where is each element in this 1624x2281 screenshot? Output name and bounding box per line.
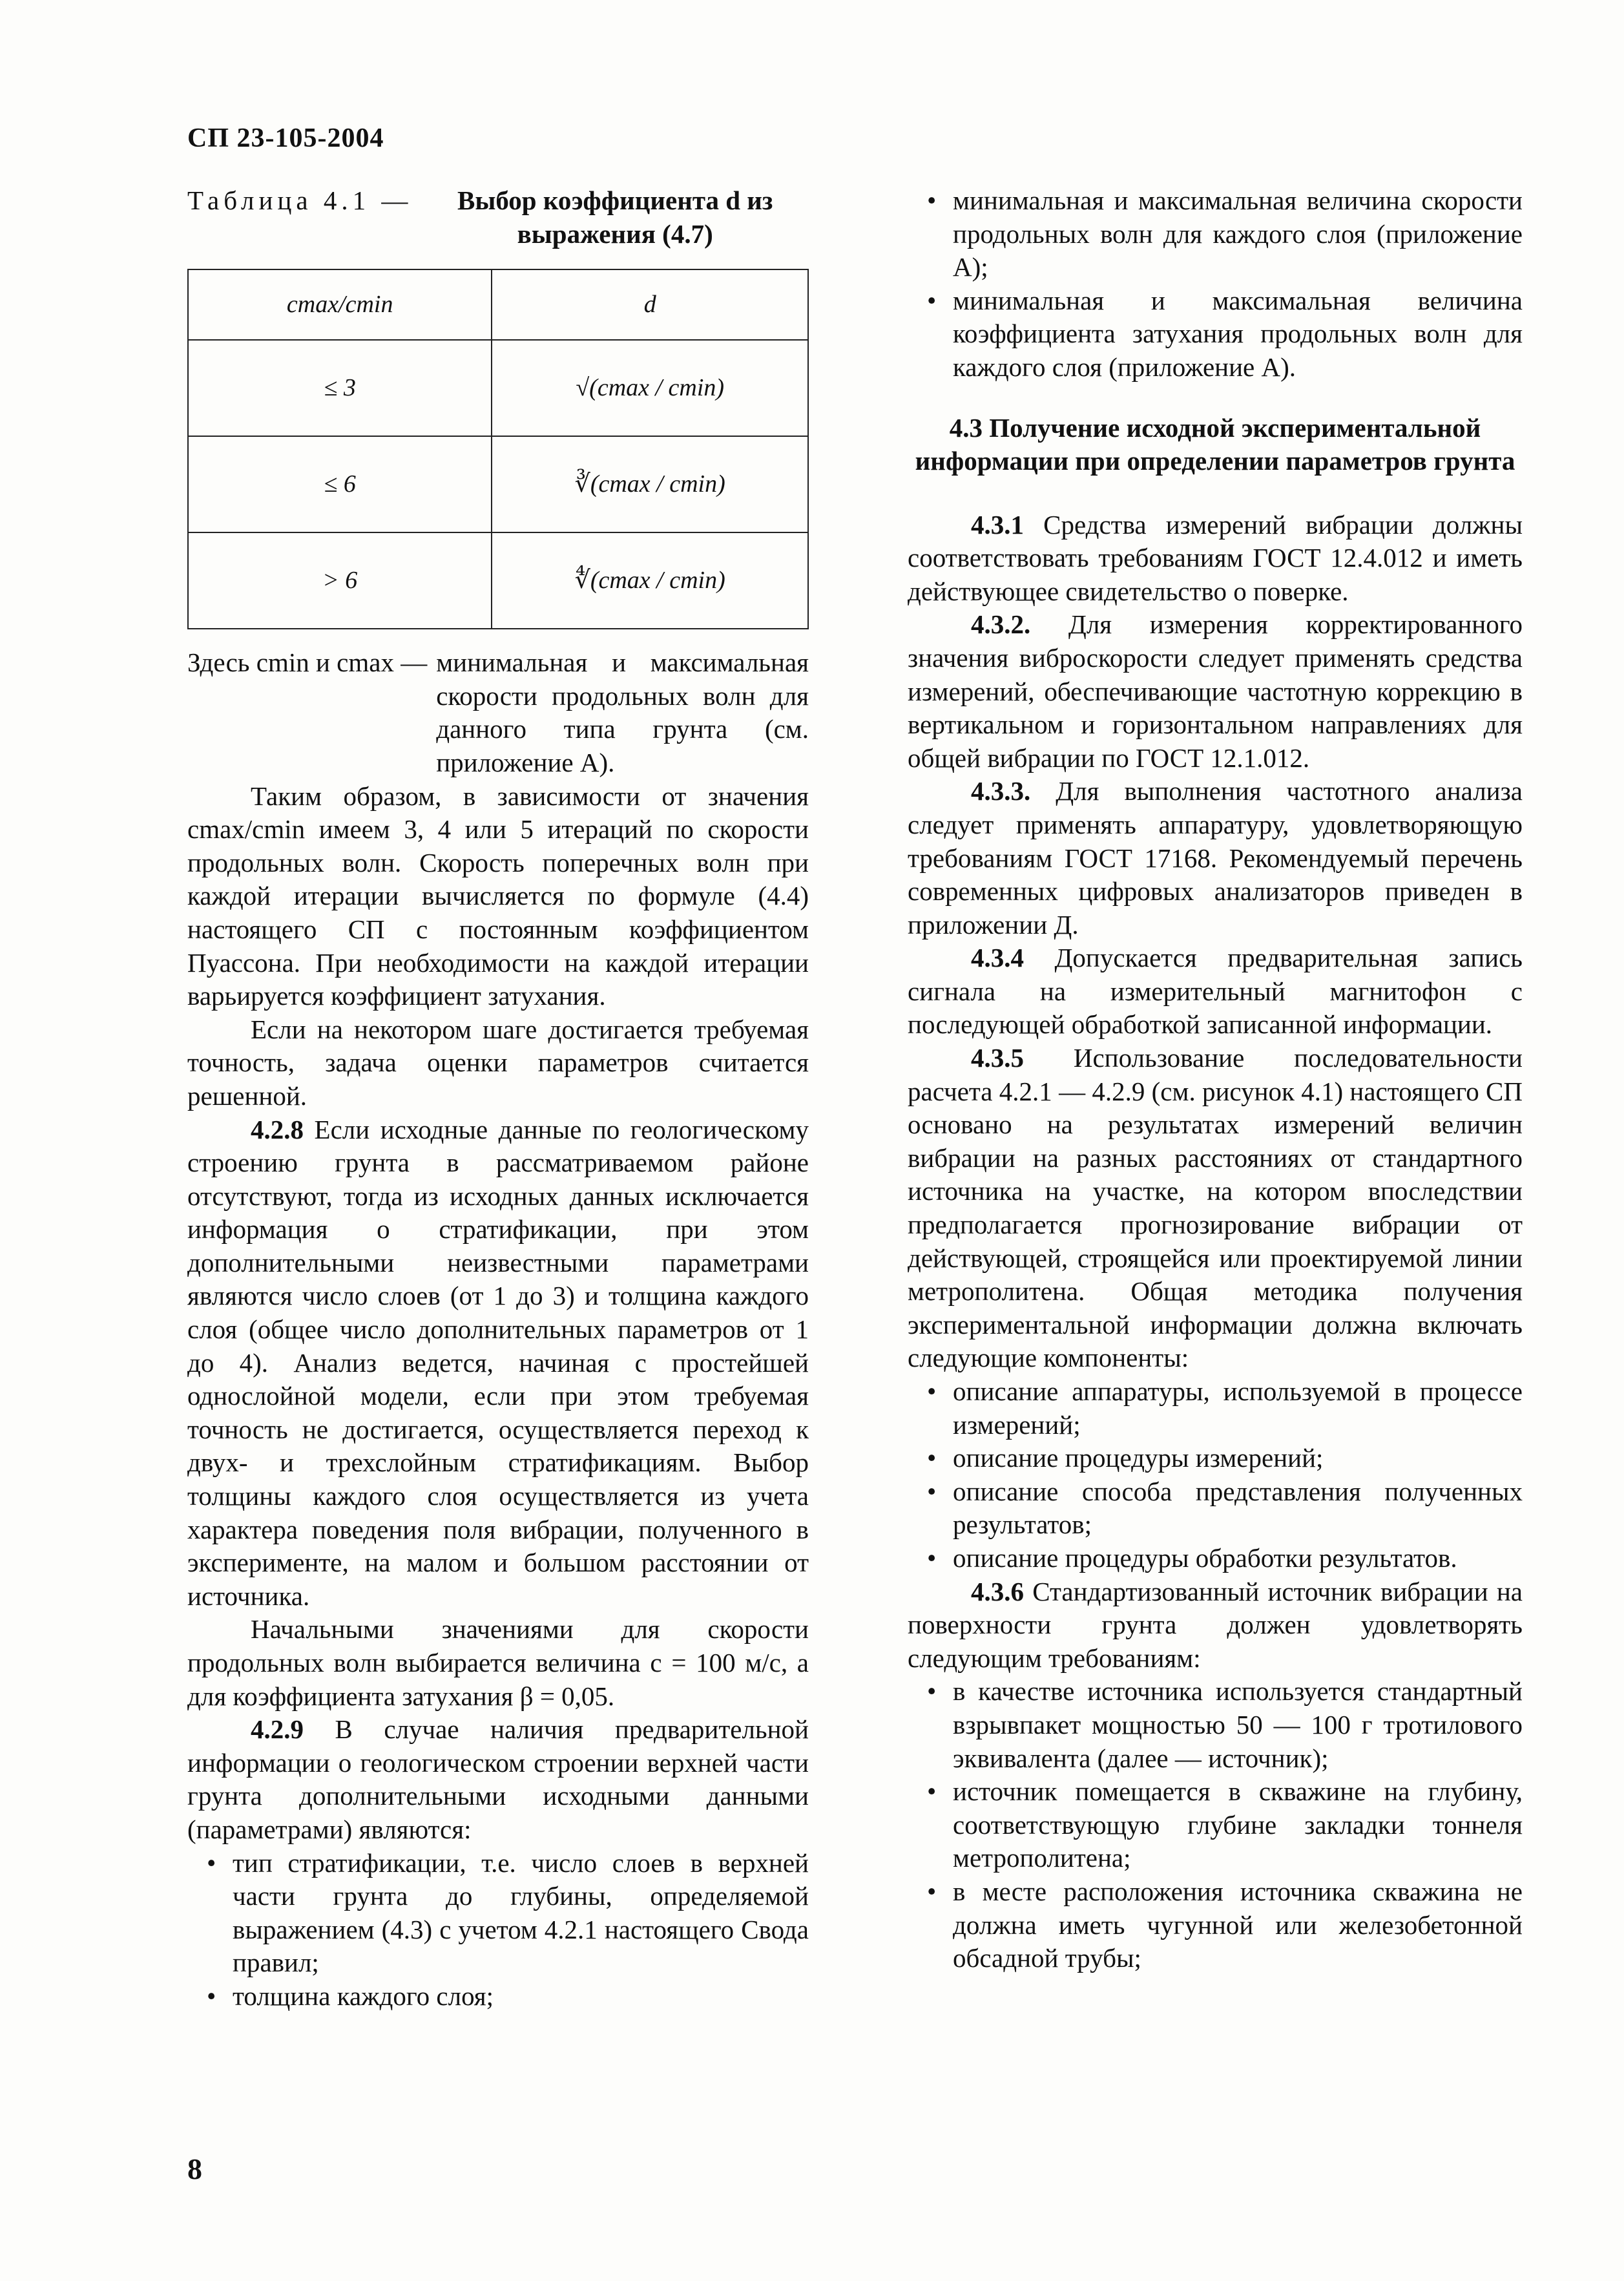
list-item: • описание способа представления полученных результатов; [908,1475,1523,1542]
clause-text: В случае наличия предварительной информации о геологическом строении верхней части грунта дополнительными исходными данными (параметрами) являются: [187,1714,809,1844]
page-number: 8 [187,2152,202,2185]
section-title: 4.3 Получение исходной экспериментальной информации при определении параметров грунта [915,412,1515,476]
clause-text: Допускается предварительная запись сигнала на измерительный магнитофон с последующей обработкой записанной информации. [908,943,1523,1040]
paragraph-4-3-6 [908,1575,1523,1676]
table-header-d: d [492,269,808,340]
paragraph-4-2-9 [187,1713,809,1846]
table-cell-condition: ≤ 3 [188,340,492,436]
table-caption-title: Выбор коэффициента d из выражения (4.7) [457,185,773,249]
table-cell-condition: > 6 [188,532,492,629]
table-row [188,436,808,532]
clause-text: Стандартизованный источник вибрации на поверхности грунта должен удовлетворять следующим требованиям: [908,1576,1523,1673]
right-column [908,184,1523,1975]
list-item: • минимальная и максимальная величина скорости продольных волн для каждого слоя (приложение А); [908,184,1523,284]
paragraph: Начальными значениями для скорости продольных волн выбирается величина c = 100 м/с, а для коэффициента затухания β = 0,05. [187,1614,809,1711]
list-item: • описание аппаратуры, используемой в процессе измерений; [908,1375,1523,1442]
paragraph-4-3-4 [908,941,1523,1042]
clause-text: Для выполнения частотного анализа следует применять аппаратуру, удовлетворяющую требованиям ГОСТ 17168. Рекомендуемый перечень современных цифровых анализаторов приведен в приложении Д. [908,776,1523,940]
list-item: • в месте расположения источника скважина не должна иметь чугунной или железобетонной обсадной трубы; [908,1875,1523,1975]
table-note-label: Здесь cmin и cmax — [187,647,428,678]
list-item: • описание процедуры обработки результатов. [908,1542,1523,1575]
document-header: СП 23-105-2004 [187,123,384,153]
table-row [188,340,808,436]
clause-number: 4.3.4 [971,943,1024,973]
clause-text: Для измерения корректированного значения виброскорости следует применять средства измерений, обеспечивающие частотную коррекцию в вертикальном и горизонтальном направлениях для общей вибрации по ГОСТ 12.1.012. [908,609,1523,773]
list-item: • в качестве источника используется стандартный взрывпакет мощностью 50 — 100 г тротилового эквивалента (далее — источник); [908,1675,1523,1775]
table-note [187,646,809,779]
paragraph: Если на некотором шаге достигается требуемая точность, задача оценки параметров считается решенной. [187,1014,809,1111]
table-cell-condition: ≤ 6 [188,436,492,532]
table-cell-formula: √(cmax / cmin) [492,340,808,436]
table-row [188,532,808,629]
table-caption [187,184,809,251]
left-column [187,184,809,2013]
list-item: • источник помещается в скважине на глубину, соответствующую глубине закладки тоннеля метрополитена; [908,1775,1523,1875]
clause-number: 4.3.6 [971,1576,1024,1606]
table-header-row [188,269,808,340]
paragraph-4-3-2 [908,608,1523,775]
table-cell-formula: ∜(cmax / cmin) [492,532,808,629]
clause-number: 4.3.1 [971,509,1024,540]
clause-text: Если исходные данные по геологическому строению грунта в рассматриваемом районе отсутствуют, тогда из исходных данных исключается информация о стратификации, при этом дополнительными неизвестными параметрами являются число слоев (от 1 до 3) и толщина каждого слоя (общее число дополнительных параметров от 1 до 4). Анализ ведется, начиная с простейшей однослойной модели, если при этом требуемая точность не достигается, осуществляется переход к двух- и трехслойным стратификациям. Выбор толщины каждого слоя осуществляется из учета характера поведения поля вибрации, полученного в эксперименте, на малом и большом расстоянии от источника. [187,1114,809,1611]
list-item: • описание процедуры измерений; [908,1442,1523,1475]
table-cell-formula: ∛(cmax / cmin) [492,436,808,532]
paragraph-4-3-3 [908,775,1523,941]
coefficient-table [187,269,809,629]
clause-text: Использование последовательности расчета 4.2.1 — 4.2.9 (см. рисунок 4.1) настоящего СП основано на результатах измерений величин вибрации на разных расстояниях от стандартного источника на участке, на котором впоследствии предполагается прогнозирование вибрации от действующей, строящейся или проектируемой линии метрополитена. Общая методика получения экспериментальной информации должна включать следующие компоненты: [908,1043,1523,1373]
clause-number: 4.2.8 [251,1114,304,1144]
table-note-text: минимальная и максимальная скорости продольных волн для данного типа грунта (см. приложение А). [436,647,809,777]
paragraph-4-3-5 [908,1042,1523,1375]
clause-number: 4.2.9 [251,1714,304,1745]
clause-text: Средства измерений вибрации должны соответствовать требованиям ГОСТ 12.4.012 и иметь действующее свидетельство о поверке. [908,509,1523,606]
table-caption-label: Таблица 4.1 — [187,185,413,215]
list-item: • толщина каждого слоя; [187,1980,809,2013]
list-item: • тип стратификации, т.е. число слоев в верхней части грунта до глубины, определяемой выражением (4.3) с учетом 4.2.1 настоящего Свода правил; [187,1847,809,1980]
clause-number: 4.3.5 [971,1043,1024,1073]
paragraph-4-2-8 [187,1113,809,1614]
paragraph-4-3-1 [908,509,1523,609]
paragraph: Таким образом, в зависимости от значения cmax/cmin имеем 3, 4 или 5 итераций по скорости продольных волн. Скорость поперечных волн при каждой итерации вычисляется по формуле (4.4) настоящего СП с постоянным коэффициентом Пуассона. При необходимости на каждой итерации варьируется коэффициент затухания. [187,781,809,1011]
table-header-ratio: cmax/cmin [188,269,492,340]
list-item: • минимальная и максимальная величина коэффициента затухания продольных волн для каждого слоя (приложение А). [908,284,1523,384]
clause-number: 4.3.2. [971,609,1031,640]
clause-number: 4.3.3. [971,776,1031,806]
